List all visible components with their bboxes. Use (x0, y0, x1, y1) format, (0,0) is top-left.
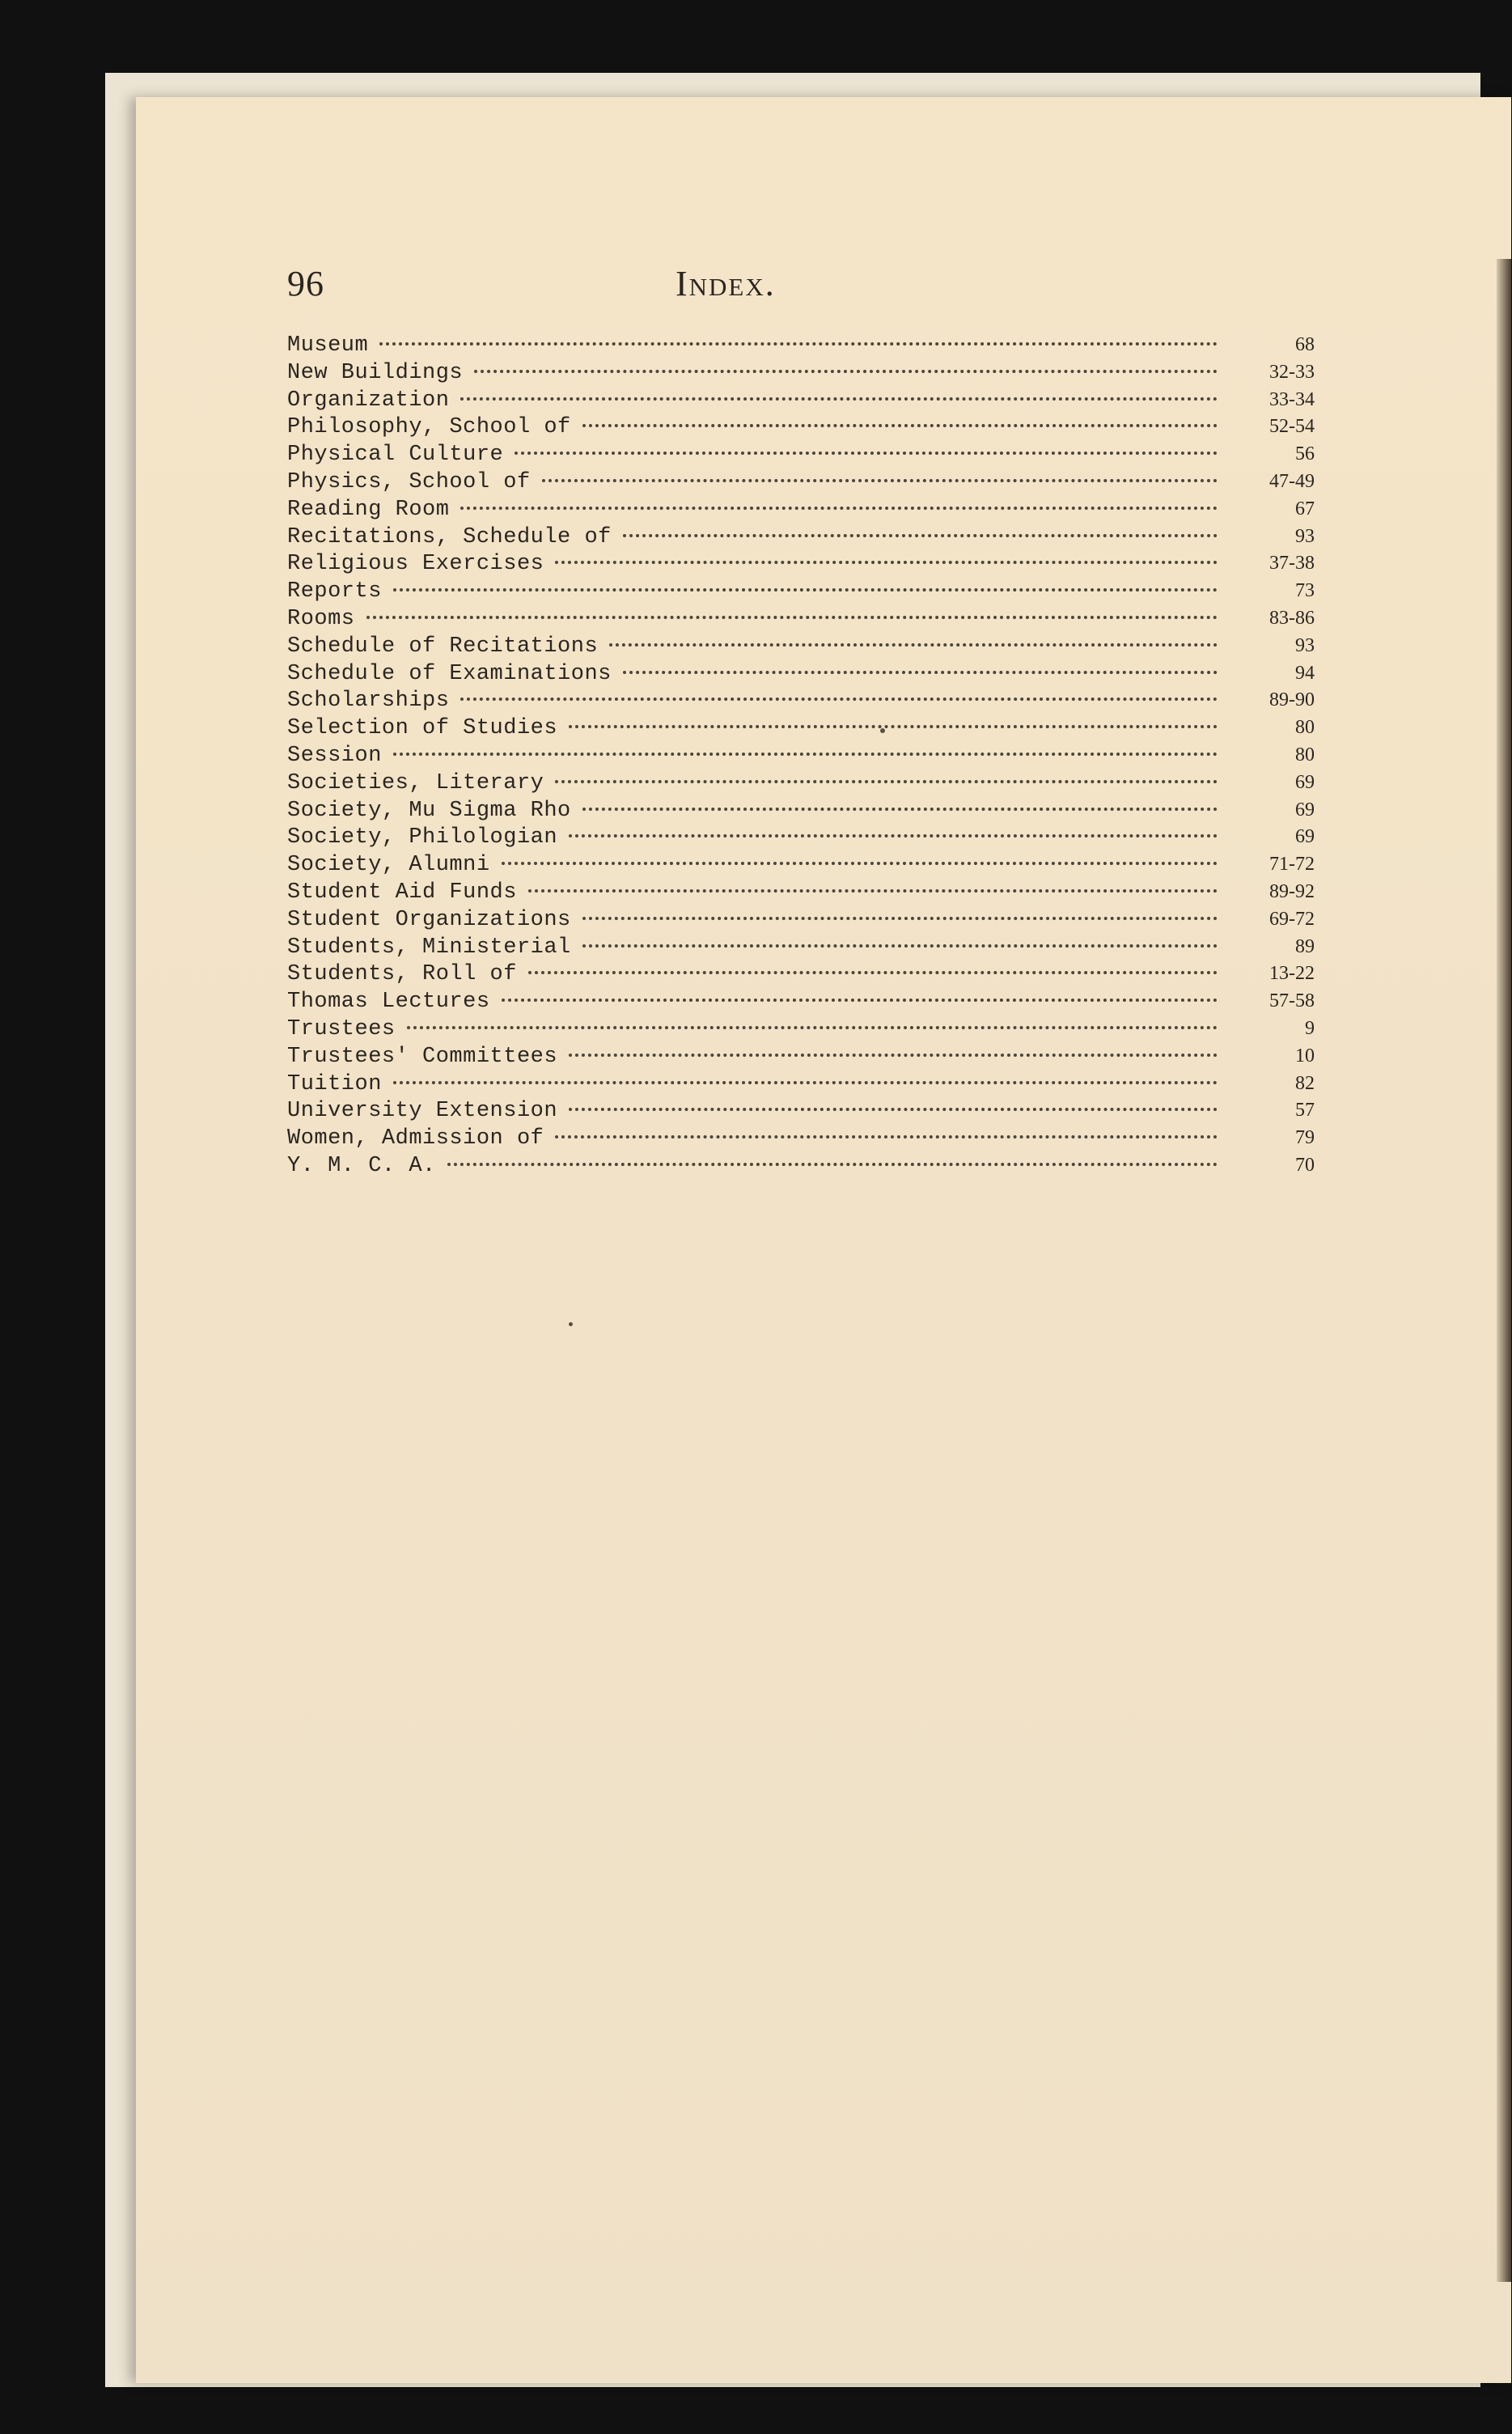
entry-pages: 56 (1295, 443, 1315, 465)
index-entry (287, 1126, 1315, 1154)
entry-pages: 68 (1295, 334, 1315, 355)
index-entry (287, 470, 1315, 498)
dot-leader (393, 753, 1218, 756)
dot-leader (569, 834, 1218, 837)
entry-pages: 47-49 (1269, 470, 1315, 492)
dot-leader (393, 1081, 1218, 1084)
dot-leader (582, 944, 1218, 948)
dot-leader (542, 479, 1218, 482)
entry-pages: 93 (1295, 634, 1315, 656)
entry-term: Reading Room (287, 497, 450, 522)
entry-term: Religious Exercises (287, 552, 544, 577)
entry-pages: 57-58 (1269, 990, 1315, 1012)
index-list (287, 333, 1315, 1181)
index-entry (287, 388, 1315, 416)
entry-term: New Buildings (287, 360, 464, 385)
entry-term: Student Aid Funds (287, 880, 517, 905)
dot-leader (623, 534, 1218, 537)
entry-pages: 79 (1295, 1127, 1315, 1149)
index-entry (287, 799, 1315, 826)
dot-leader (407, 1026, 1218, 1029)
entry-pages: 57 (1295, 1100, 1315, 1122)
entry-term: Thomas Lectures (287, 990, 490, 1015)
entry-pages: 80 (1295, 717, 1315, 739)
entry-pages: 13-22 (1269, 963, 1315, 985)
dot-leader (379, 342, 1218, 346)
entry-term: Scholarships (287, 689, 450, 714)
index-entry (287, 579, 1315, 607)
index-entry (287, 443, 1315, 470)
entry-pages: 37-38 (1269, 553, 1315, 575)
entry-term: Organization (287, 388, 450, 413)
index-entry (287, 962, 1315, 990)
index-entry (287, 415, 1315, 443)
dot-leader (528, 889, 1218, 893)
entry-pages: 33-34 (1269, 388, 1315, 410)
entry-term: Recitations, Schedule of (287, 524, 612, 549)
index-entry (287, 853, 1315, 880)
print-speck (880, 728, 885, 733)
print-speck (569, 1322, 573, 1326)
entry-pages: 80 (1295, 744, 1315, 765)
dot-leader (623, 671, 1218, 674)
entry-pages: 10 (1295, 1045, 1315, 1066)
entry-pages: 69 (1295, 826, 1315, 848)
page-header (287, 263, 1307, 312)
entry-pages: 89-90 (1269, 689, 1315, 711)
index-entry (287, 1154, 1315, 1181)
entry-term: Reports (287, 579, 382, 604)
running-title: Index. (676, 264, 776, 303)
entry-term: Trustees' Committees (287, 1044, 558, 1069)
entry-term: Museum (287, 333, 369, 358)
index-entry (287, 1099, 1315, 1126)
index-entry (287, 662, 1315, 689)
entry-pages: 89 (1295, 935, 1315, 957)
dot-leader (555, 1135, 1218, 1139)
index-entry (287, 935, 1315, 963)
entry-term: Student Organizations (287, 907, 571, 932)
index-entry (287, 716, 1315, 744)
index-entry (287, 498, 1315, 525)
dot-leader (366, 616, 1218, 619)
index-entry (287, 880, 1315, 908)
dot-leader (569, 725, 1218, 728)
index-entry (287, 361, 1315, 388)
entry-term: University Extension (287, 1099, 558, 1124)
entry-term: Students, Ministerial (287, 935, 571, 960)
entry-pages: 83-86 (1269, 607, 1315, 629)
entry-pages: 70 (1295, 1154, 1315, 1176)
entry-term: Society, Philologian (287, 825, 558, 850)
entry-term: Tuition (287, 1071, 382, 1096)
entry-term: Physics, School of (287, 469, 531, 494)
index-entry (287, 908, 1315, 935)
index-entry (287, 634, 1315, 662)
index-entry (287, 333, 1315, 361)
dot-leader (393, 588, 1218, 592)
entry-term: Societies, Literary (287, 770, 544, 795)
entry-pages: 94 (1295, 662, 1315, 684)
dot-leader (502, 862, 1218, 865)
entry-pages: 69 (1295, 771, 1315, 793)
entry-term: Y. M. C. A. (287, 1153, 436, 1178)
index-entry (287, 825, 1315, 853)
dot-leader (474, 370, 1218, 373)
dot-leader (569, 1054, 1218, 1057)
entry-term: Selection of Studies (287, 716, 558, 741)
entry-pages: 93 (1295, 525, 1315, 547)
entry-term: Physical Culture (287, 443, 504, 468)
dot-leader (582, 917, 1218, 920)
index-entry (287, 607, 1315, 634)
entry-term: Trustees (287, 1016, 396, 1041)
entry-term: Rooms (287, 606, 355, 631)
entry-pages: 82 (1295, 1072, 1315, 1094)
page-edge-shadow (1497, 259, 1511, 2282)
index-entry (287, 990, 1315, 1017)
dot-leader (582, 808, 1218, 811)
index-entry (287, 744, 1315, 771)
dot-leader (460, 698, 1218, 701)
entry-term: Session (287, 743, 382, 768)
entry-pages: 32-33 (1269, 361, 1315, 383)
entry-term: Students, Roll of (287, 962, 517, 987)
entry-term: Schedule of Examinations (287, 661, 612, 686)
entry-pages: 71-72 (1269, 854, 1315, 876)
dot-leader (515, 452, 1218, 455)
index-entry (287, 1045, 1315, 1072)
dot-leader (609, 643, 1218, 647)
dot-leader (555, 561, 1218, 564)
dot-leader (447, 1163, 1218, 1166)
index-entry (287, 1017, 1315, 1045)
entry-term: Philosophy, School of (287, 415, 571, 440)
entry-term: Society, Alumni (287, 853, 490, 878)
entry-pages: 9 (1305, 1017, 1315, 1039)
entry-pages: 69-72 (1269, 908, 1315, 930)
dot-leader (502, 999, 1218, 1002)
entry-pages: 69 (1295, 799, 1315, 821)
index-entry (287, 1072, 1315, 1100)
entry-term: Society, Mu Sigma Rho (287, 798, 571, 823)
entry-pages: 67 (1295, 498, 1315, 519)
index-entry (287, 689, 1315, 716)
dot-leader (555, 780, 1218, 783)
index-entry (287, 771, 1315, 799)
entry-term: Women, Admission of (287, 1126, 544, 1151)
entry-pages: 89-92 (1269, 880, 1315, 902)
index-entry (287, 525, 1315, 553)
dot-leader (582, 424, 1218, 427)
dot-leader (460, 507, 1218, 510)
dot-leader (569, 1108, 1218, 1111)
dot-leader (460, 397, 1218, 401)
page-number: 96 (287, 264, 324, 303)
entry-term: Schedule of Recitations (287, 634, 599, 659)
dot-leader (528, 971, 1218, 974)
entry-pages: 73 (1295, 580, 1315, 602)
index-entry (287, 552, 1315, 579)
entry-pages: 52-54 (1269, 416, 1315, 438)
